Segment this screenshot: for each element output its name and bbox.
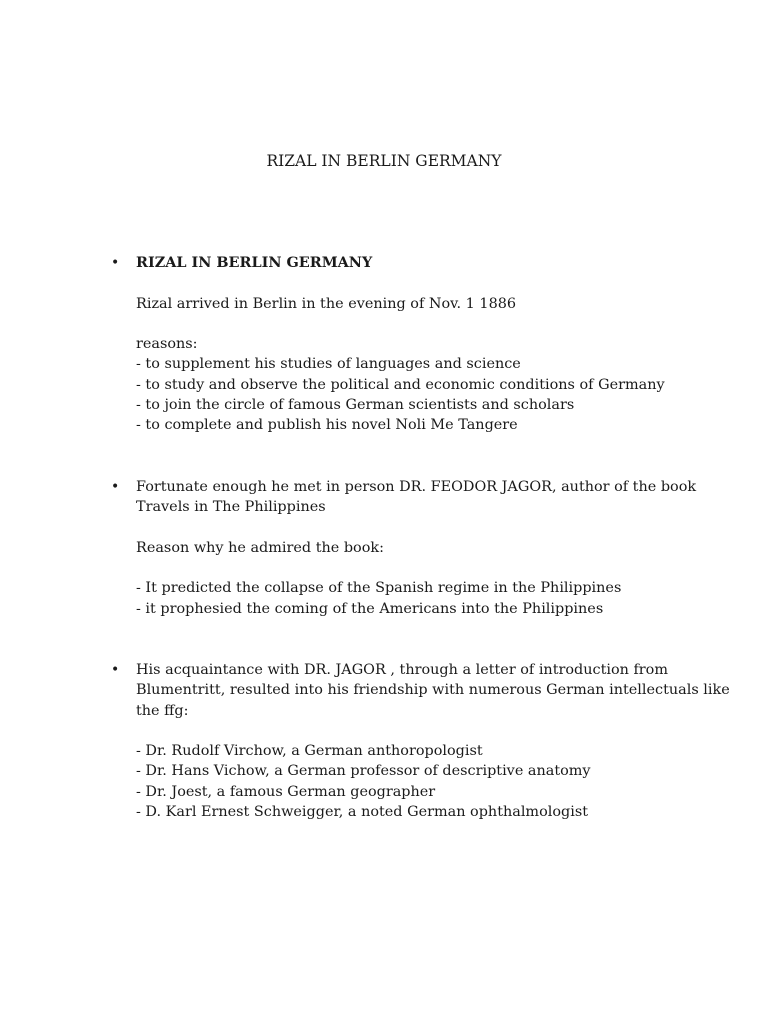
section-3-line: the ffg: [136, 702, 189, 719]
person-item: - Dr. Hans Vichow, a German professor of descriptive anatomy [136, 763, 591, 780]
section-2 [136, 477, 696, 619]
bullet-3: • [111, 662, 120, 678]
reason-item: - to study and observe the political and economic conditions of Germany [136, 376, 665, 393]
admire-reason-item: - it prophesied the coming of the Americans into the Philippines [136, 600, 604, 617]
person-item: - Dr. Rudolf Virchow, a German anthoropologist [136, 743, 483, 760]
section-1 [136, 253, 696, 436]
reasons-label: reasons: [136, 336, 198, 353]
reason-label: Reason why he admired the book: [136, 539, 384, 556]
section-2-line: Fortunate enough he met in person DR. FEODOR JAGOR, author of the book [136, 479, 697, 495]
reason-item: - to complete and publish his novel Noli Me Tangere [136, 417, 518, 434]
section-2-line: Travels in The Philippines [136, 499, 326, 516]
section-3 [136, 660, 730, 822]
person-item: - Dr. Joest, a famous German geographer [136, 783, 436, 800]
bullet-1: • [111, 255, 120, 271]
section-3-line: Blumentritt, resulted into his friendship with numerous German intellectuals like [136, 682, 730, 699]
reason-item: - to supplement his studies of languages and science [136, 356, 521, 373]
person-item: - D. Karl Ernest Schweigger, a noted German ophthalmologist [136, 804, 588, 821]
section-3-line: His acquaintance with DR. JAGOR , through a letter of introduction from [136, 662, 668, 678]
bullet-2: • [111, 479, 120, 495]
section-1-heading: RIZAL IN BERLIN GERMANY [136, 254, 373, 271]
admire-reason-item: - It predicted the collapse of the Spanish regime in the Philippines [136, 580, 622, 597]
arrival-text: Rizal arrived in Berlin in the evening of Nov. 1 1886 [136, 295, 517, 312]
document-title: RIZAL IN BERLIN GERMANY [266, 152, 502, 170]
reason-item: - to join the circle of famous German scientists and scholars [136, 397, 575, 414]
